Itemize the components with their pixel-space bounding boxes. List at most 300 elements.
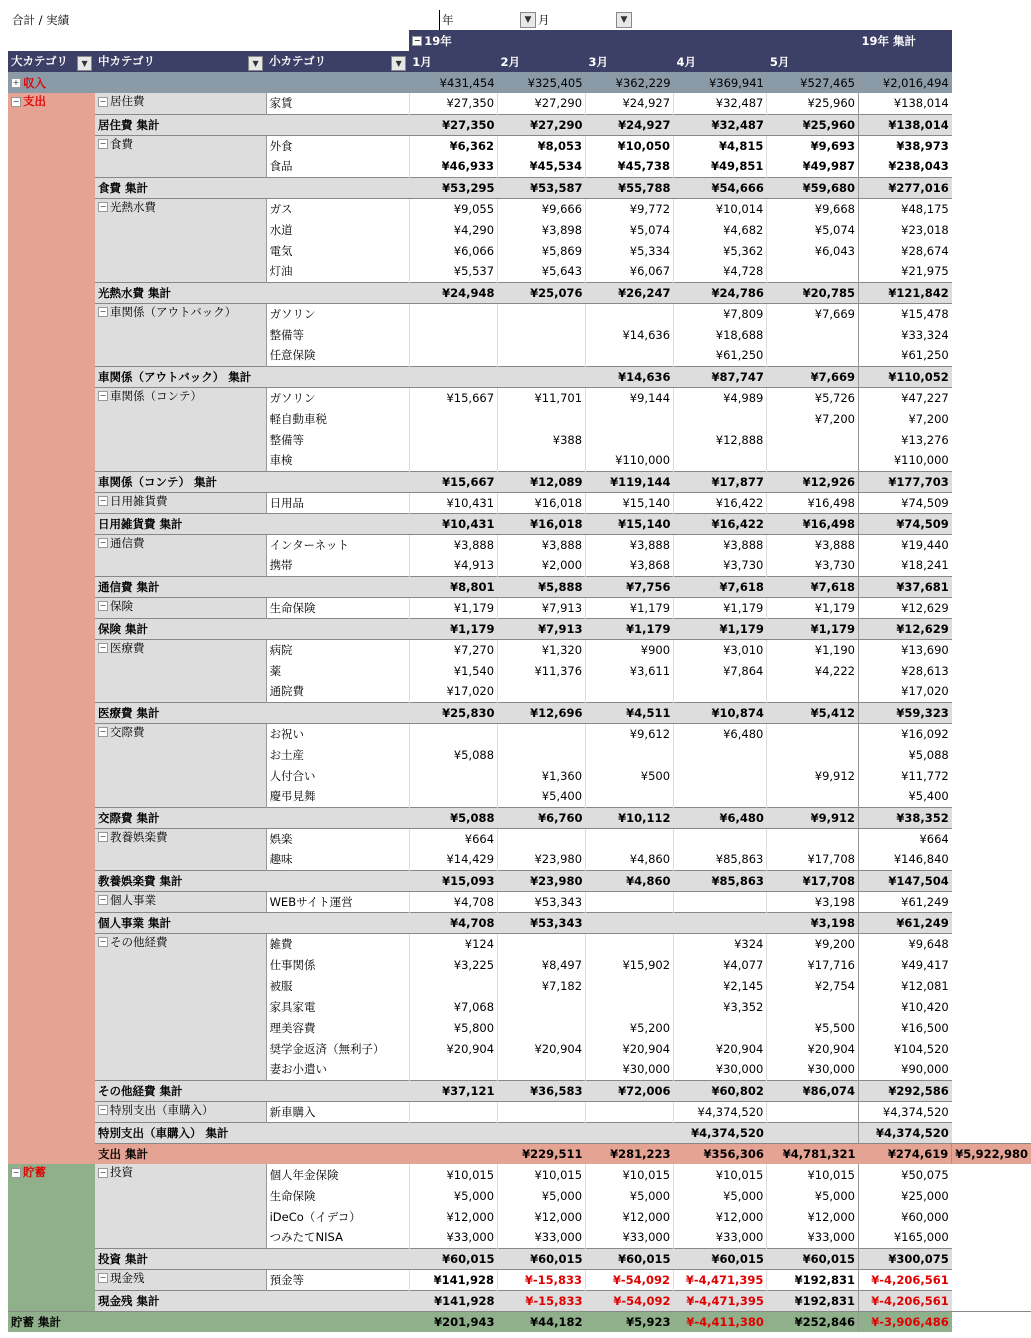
middle-category-cell[interactable] <box>95 303 266 366</box>
value-cell <box>674 744 767 765</box>
category-total-value: ¥281,223 <box>586 1143 674 1164</box>
minor-category-cell: 生命保険 <box>266 597 409 618</box>
minor-category-cell: 病院 <box>266 639 409 660</box>
value-cell: ¥7,200 <box>859 408 952 429</box>
value-cell: ¥85,863 <box>674 849 767 870</box>
category-income[interactable] <box>8 72 409 93</box>
table-row <box>8 1269 1031 1290</box>
value-cell <box>498 744 586 765</box>
middle-filter-icon[interactable]: ▼ <box>248 56 263 71</box>
table-row <box>8 534 1031 555</box>
value-cell <box>586 345 674 366</box>
subtotal-value: ¥-4,206,561 <box>859 1290 952 1311</box>
value-cell: ¥5,074 <box>586 219 674 240</box>
subtotal-value <box>409 1122 497 1143</box>
value-cell: ¥11,376 <box>498 660 586 681</box>
category-cell[interactable] <box>8 1164 95 1311</box>
value-cell: ¥28,674 <box>859 240 952 261</box>
value-cell: ¥27,350 <box>409 93 497 114</box>
value-cell: ¥3,888 <box>586 534 674 555</box>
value-cell: ¥33,000 <box>498 1227 586 1248</box>
middle-category-cell[interactable] <box>95 828 266 870</box>
subtotal-value: ¥5,888 <box>498 576 586 597</box>
middle-category-cell[interactable] <box>95 1101 266 1122</box>
value-cell: ¥664 <box>859 828 952 849</box>
subtotal-value: ¥10,112 <box>586 807 674 828</box>
minor-category-cell: 灯油 <box>266 261 409 282</box>
value-cell <box>586 408 674 429</box>
value-cell: ¥3,225 <box>409 954 497 975</box>
table-row <box>8 198 1031 219</box>
subtotal-label: 現金残 集計 <box>95 1290 409 1311</box>
table-row <box>8 1311 1031 1332</box>
table-row <box>8 492 1031 513</box>
table-row <box>8 1164 1031 1185</box>
value-cell: ¥20,904 <box>767 1038 859 1059</box>
subtotal-value: ¥60,015 <box>767 1248 859 1269</box>
collapse-icon[interactable]: − <box>99 391 107 400</box>
subtotal-label: 光熱水費 集計 <box>95 282 409 303</box>
value-cell: ¥5,800 <box>409 1017 497 1038</box>
expand-icon[interactable]: + <box>12 78 20 87</box>
minor-category-cell: お祝い <box>266 723 409 744</box>
value-cell: ¥3,730 <box>767 555 859 576</box>
minor-category-cell: ガス <box>266 198 409 219</box>
value-cell: ¥3,611 <box>586 660 674 681</box>
collapse-icon[interactable]: − <box>99 1105 107 1114</box>
value-cell <box>586 891 674 912</box>
subtotal-value: ¥141,928 <box>409 1290 497 1311</box>
month-header: 2月 <box>498 51 586 72</box>
collapse-icon[interactable]: − <box>99 202 107 211</box>
value-cell: ¥5,000 <box>409 1185 497 1206</box>
value-cell: ¥7,809 <box>674 303 767 324</box>
value-cell: ¥2,145 <box>674 975 767 996</box>
value-cell: ¥-4,206,561 <box>859 1269 952 1290</box>
minor-category-cell: 預金等 <box>266 1269 409 1290</box>
minor-category-cell: iDeCo（イデコ） <box>266 1206 409 1227</box>
table-row <box>8 513 1031 534</box>
subtotal-value: ¥54,666 <box>674 177 767 198</box>
collapse-icon[interactable]: − <box>99 496 107 505</box>
minor-category-cell: 食品 <box>266 156 409 177</box>
value-cell <box>586 786 674 807</box>
middle-category-label: 食費 <box>110 136 134 151</box>
value-cell <box>586 975 674 996</box>
value-cell: ¥10,015 <box>674 1164 767 1185</box>
value-cell <box>674 408 767 429</box>
value-cell: ¥30,000 <box>674 1059 767 1080</box>
subtotal-value: ¥53,343 <box>498 912 586 933</box>
collapse-icon[interactable]: − <box>99 1167 107 1177</box>
value-cell: ¥3,888 <box>498 534 586 555</box>
value-cell: ¥10,431 <box>409 492 497 513</box>
value-cell: ¥-15,833 <box>498 1269 586 1290</box>
value-cell: ¥12,000 <box>409 1206 497 1227</box>
minor-category-cell: 軽自動車税 <box>266 408 409 429</box>
value-cell: ¥4,077 <box>674 954 767 975</box>
value-cell: ¥14,429 <box>409 849 497 870</box>
middle-category-header[interactable]: 中カテゴリ ▼ <box>95 51 266 72</box>
table-row <box>8 576 1031 597</box>
value-cell: ¥1,360 <box>498 765 586 786</box>
subtotal-value: ¥87,747 <box>674 366 767 387</box>
subtotal-value: ¥55,788 <box>586 177 674 198</box>
subtotal-value: ¥7,756 <box>586 576 674 597</box>
category-total-value: ¥-4,411,380 <box>674 1311 767 1332</box>
subtotal-value: ¥7,618 <box>674 576 767 597</box>
collapse-icon[interactable]: − <box>413 36 421 45</box>
value-cell: ¥1,190 <box>767 639 859 660</box>
minor-category-header[interactable]: 小カテゴリ ▼ <box>266 51 409 72</box>
subtotal-value: ¥6,480 <box>674 807 767 828</box>
month-field-label: 月 <box>538 13 550 27</box>
value-cell: ¥5,088 <box>409 744 497 765</box>
category-total-value: ¥201,943 <box>409 1311 497 1332</box>
value-cell: ¥9,144 <box>586 387 674 408</box>
value-cell: ¥2,000 <box>498 555 586 576</box>
middle-category-label: 特別支出（車購入） <box>110 1102 214 1117</box>
value-cell <box>586 303 674 324</box>
value-cell: ¥7,200 <box>767 408 859 429</box>
value-cell: ¥9,055 <box>409 198 497 219</box>
subtotal-value: ¥8,801 <box>409 576 497 597</box>
subtotal-value: ¥1,179 <box>767 618 859 639</box>
table-row <box>8 702 1031 723</box>
value-cell: ¥10,015 <box>767 1164 859 1185</box>
value-cell: ¥38,973 <box>859 135 952 156</box>
minor-category-cell: 仕事関係 <box>266 954 409 975</box>
value-cell: ¥238,043 <box>859 156 952 177</box>
subtotal-value: ¥74,509 <box>859 513 952 534</box>
value-cell: ¥20,904 <box>409 1038 497 1059</box>
value-cell: ¥9,648 <box>859 933 952 954</box>
subtotal-value: ¥7,669 <box>767 366 859 387</box>
middle-category-label: 居住費 <box>110 94 145 108</box>
value-cell: ¥141,928 <box>409 1269 497 1290</box>
value-cell: ¥21,975 <box>859 261 952 282</box>
minor-category-cell: 娯楽 <box>266 828 409 849</box>
subtotal-label: 車関係（コンテ） 集計 <box>95 471 409 492</box>
collapse-icon[interactable]: − <box>99 643 107 652</box>
category-total-value: ¥5,923 <box>586 1311 674 1332</box>
subtotal-value: ¥24,927 <box>586 114 674 135</box>
value-cell <box>767 744 859 765</box>
subtotal-value: ¥12,696 <box>498 702 586 723</box>
middle-category-cell[interactable] <box>95 891 266 912</box>
value-cell: ¥104,520 <box>859 1038 952 1059</box>
value-cell: ¥10,015 <box>586 1164 674 1185</box>
middle-category-cell[interactable] <box>95 597 266 618</box>
middle-category-cell[interactable] <box>95 933 266 1080</box>
value-cell: ¥9,612 <box>586 723 674 744</box>
value-cell: ¥3,888 <box>409 534 497 555</box>
value-cell: ¥3,888 <box>674 534 767 555</box>
subtotal-label: 食費 集計 <box>95 177 409 198</box>
value-cell <box>586 1101 674 1122</box>
subtotal-value <box>767 1122 859 1143</box>
table-row <box>8 639 1031 660</box>
subtotal-value: ¥14,636 <box>586 366 674 387</box>
value-cell <box>767 681 859 702</box>
table-row <box>8 135 1031 156</box>
subtotal-label: 交際費 集計 <box>95 807 409 828</box>
subtotal-value: ¥12,926 <box>767 471 859 492</box>
value-cell: ¥900 <box>586 639 674 660</box>
value-cell <box>586 744 674 765</box>
value-cell: ¥17,020 <box>859 681 952 702</box>
subtotal-value: ¥12,089 <box>498 471 586 492</box>
value-cell: ¥18,241 <box>859 555 952 576</box>
minor-category-cell: 電気 <box>266 240 409 261</box>
value-cell: ¥1,320 <box>498 639 586 660</box>
value-cell: ¥4,815 <box>674 135 767 156</box>
minor-category-cell: つみたてNISA <box>266 1227 409 1248</box>
middle-category-label: 投資 <box>110 1165 134 1179</box>
subtotal-label: その他経費 集計 <box>95 1080 409 1101</box>
value-cell: ¥30,000 <box>767 1059 859 1080</box>
subtotal-value <box>498 366 586 387</box>
middle-category-cell[interactable] <box>95 93 266 114</box>
value-cell: ¥13,276 <box>859 429 952 450</box>
middle-category-cell[interactable] <box>95 492 266 513</box>
value-cell: ¥20,904 <box>674 1038 767 1059</box>
value-cell: ¥5,869 <box>498 240 586 261</box>
value-cell: ¥33,000 <box>409 1227 497 1248</box>
collapse-icon[interactable]: − <box>99 832 107 841</box>
value-cell: ¥500 <box>586 765 674 786</box>
value-cell: ¥165,000 <box>859 1227 952 1248</box>
category-total-value: ¥4,781,321 <box>767 1143 859 1164</box>
value-cell <box>409 345 497 366</box>
subtotal-value: ¥72,006 <box>586 1080 674 1101</box>
value-cell <box>409 324 497 345</box>
subtotal-value: ¥59,323 <box>859 702 952 723</box>
subtotal-label: 教養娯楽費 集計 <box>95 870 409 891</box>
column-field-area <box>439 10 1025 30</box>
category-label: 収入 <box>23 75 46 90</box>
value-cell <box>498 933 586 954</box>
minor-filter-icon[interactable]: ▼ <box>391 56 406 71</box>
subtotal-value: ¥-4,471,395 <box>674 1290 767 1311</box>
value-cell: ¥45,738 <box>586 156 674 177</box>
value-cell: ¥527,465 <box>767 72 859 93</box>
value-cell: ¥17,708 <box>767 849 859 870</box>
minor-category-cell: 通院費 <box>266 681 409 702</box>
subtotal-value: ¥25,960 <box>767 114 859 135</box>
value-cell: ¥388 <box>498 429 586 450</box>
value-cell: ¥4,374,520 <box>674 1101 767 1122</box>
table-row <box>8 303 1031 324</box>
subtotal-label: 車関係（アウトバック） 集計 <box>95 366 409 387</box>
subtotal-value: ¥110,052 <box>859 366 952 387</box>
value-cell: ¥5,088 <box>859 744 952 765</box>
value-cell <box>498 303 586 324</box>
value-cell: ¥124 <box>409 933 497 954</box>
value-cell: ¥19,440 <box>859 534 952 555</box>
collapse-icon[interactable]: − <box>99 139 107 148</box>
value-cell: ¥-54,092 <box>586 1269 674 1290</box>
minor-category-cell: WEBサイト運営 <box>266 891 409 912</box>
category-total-label: 貯蓄 集計 <box>8 1311 409 1332</box>
middle-category-label: 医療費 <box>110 640 145 655</box>
value-cell <box>409 786 497 807</box>
subtotal-value: ¥4,860 <box>586 870 674 891</box>
value-cell: ¥4,290 <box>409 219 497 240</box>
value-cell <box>586 933 674 954</box>
middle-category-cell[interactable] <box>95 639 266 702</box>
table-row <box>8 912 1031 933</box>
major-filter-icon[interactable]: ▼ <box>77 56 92 71</box>
minor-category-cell: 理美容費 <box>266 1017 409 1038</box>
table-row <box>8 114 1031 135</box>
minor-category-cell: 家賃 <box>266 93 409 114</box>
value-cell: ¥4,860 <box>586 849 674 870</box>
subtotal-value: ¥25,076 <box>498 282 586 303</box>
middle-category-cell[interactable] <box>95 135 266 177</box>
year-total-header: 19年 集計 <box>859 30 952 51</box>
collapse-icon[interactable]: − <box>12 1167 20 1177</box>
collapse-icon[interactable]: − <box>99 538 107 547</box>
subtotal-value: ¥61,249 <box>859 912 952 933</box>
value-cell: ¥33,000 <box>586 1227 674 1248</box>
table-row <box>8 471 1031 492</box>
value-cell <box>409 975 497 996</box>
table-row <box>8 282 1031 303</box>
subtotal-value <box>586 912 674 933</box>
value-cell: ¥10,015 <box>498 1164 586 1185</box>
subtotal-value: ¥53,587 <box>498 177 586 198</box>
subtotal-value: ¥192,831 <box>767 1290 859 1311</box>
value-cell: ¥25,000 <box>859 1185 952 1206</box>
minor-category-cell: ガソリン <box>266 387 409 408</box>
subtotal-value: ¥5,088 <box>409 807 497 828</box>
value-cell: ¥110,000 <box>586 450 674 471</box>
value-cell <box>767 429 859 450</box>
collapse-icon[interactable]: − <box>99 601 107 610</box>
subtotal-value: ¥6,760 <box>498 807 586 828</box>
value-cell: ¥7,270 <box>409 639 497 660</box>
major-category-header[interactable]: 大カテゴリ ▼ <box>8 51 95 72</box>
value-cell <box>586 429 674 450</box>
value-cell: ¥7,669 <box>767 303 859 324</box>
collapse-icon[interactable]: − <box>99 937 107 946</box>
value-cell: ¥10,014 <box>674 198 767 219</box>
value-cell: ¥1,179 <box>674 597 767 618</box>
table-row <box>8 933 1031 954</box>
value-cell: ¥23,018 <box>859 219 952 240</box>
collapse-icon[interactable]: − <box>99 96 107 106</box>
subtotal-value <box>409 366 497 387</box>
value-cell: ¥17,020 <box>409 681 497 702</box>
value-cell: ¥9,693 <box>767 135 859 156</box>
value-cell: ¥325,405 <box>498 72 586 93</box>
minor-category-cell: お土産 <box>266 744 409 765</box>
year-filter-icon[interactable]: ▼ <box>520 12 536 28</box>
subtotal-value: ¥25,830 <box>409 702 497 723</box>
subtotal-value: ¥4,374,520 <box>674 1122 767 1143</box>
middle-category-cell[interactable] <box>95 198 266 282</box>
subtotal-value: ¥7,913 <box>498 618 586 639</box>
value-cell: ¥12,888 <box>674 429 767 450</box>
subtotal-label: 居住費 集計 <box>95 114 409 135</box>
year-group-header[interactable]: − 19年 <box>409 30 858 51</box>
value-cell <box>586 996 674 1017</box>
collapse-icon[interactable]: − <box>99 895 107 904</box>
collapse-icon[interactable]: − <box>99 307 107 316</box>
value-cell: ¥15,478 <box>859 303 952 324</box>
category-total-value: ¥5,922,980 <box>952 1143 1031 1164</box>
minor-category-cell: 新車購入 <box>266 1101 409 1122</box>
value-cell: ¥53,343 <box>498 891 586 912</box>
value-cell: ¥49,417 <box>859 954 952 975</box>
month-filter-icon[interactable]: ▼ <box>616 12 632 28</box>
value-cell <box>498 1017 586 1038</box>
minor-category-cell: ガソリン <box>266 303 409 324</box>
subtotal-value: ¥138,014 <box>859 114 952 135</box>
subtotal-value: ¥20,785 <box>767 282 859 303</box>
minor-category-cell: 水道 <box>266 219 409 240</box>
subtotal-value: ¥4,511 <box>586 702 674 723</box>
middle-category-cell[interactable] <box>95 1164 266 1248</box>
value-cell: ¥9,668 <box>767 198 859 219</box>
category-cell[interactable] <box>8 93 95 1164</box>
subtotal-value: ¥7,618 <box>767 576 859 597</box>
middle-category-cell[interactable] <box>95 723 266 807</box>
middle-category-cell[interactable] <box>95 534 266 576</box>
category-total-value: ¥44,182 <box>498 1311 586 1332</box>
subtotal-value: ¥32,487 <box>674 114 767 135</box>
value-cell: ¥5,000 <box>767 1185 859 1206</box>
value-cell: ¥30,000 <box>586 1059 674 1080</box>
subtotal-value: ¥36,583 <box>498 1080 586 1101</box>
value-cell: ¥5,000 <box>498 1185 586 1206</box>
collapse-icon[interactable]: − <box>12 96 20 106</box>
collapse-icon[interactable]: − <box>99 727 107 736</box>
category-total-value: ¥274,619 <box>859 1143 952 1164</box>
value-cell: ¥2,016,494 <box>859 72 952 93</box>
value-cell: ¥6,362 <box>409 135 497 156</box>
value-cell: ¥5,362 <box>674 240 767 261</box>
table-row <box>8 1101 1031 1122</box>
value-cell: ¥1,179 <box>586 597 674 618</box>
subtotal-value: ¥277,016 <box>859 177 952 198</box>
value-cell: ¥49,851 <box>674 156 767 177</box>
value-cell: ¥23,980 <box>498 849 586 870</box>
value-cell: ¥11,772 <box>859 765 952 786</box>
middle-category-label: 教養娯楽費 <box>110 829 168 844</box>
collapse-icon[interactable]: − <box>99 1273 107 1282</box>
table-row <box>8 72 1031 93</box>
month-header: 1月 <box>409 51 497 72</box>
value-cell: ¥1,179 <box>767 597 859 618</box>
minor-category-cell: 被服 <box>266 975 409 996</box>
subtotal-value: ¥1,179 <box>586 618 674 639</box>
subtotal-value: ¥16,498 <box>767 513 859 534</box>
value-cell: ¥16,500 <box>859 1017 952 1038</box>
value-cell <box>767 345 859 366</box>
value-cell: ¥3,898 <box>498 219 586 240</box>
middle-category-cell[interactable] <box>95 387 266 471</box>
subtotal-value: ¥9,912 <box>767 807 859 828</box>
value-cell: ¥5,200 <box>586 1017 674 1038</box>
value-cell <box>409 1059 497 1080</box>
middle-category-cell[interactable] <box>95 1269 266 1290</box>
table-row <box>8 177 1031 198</box>
value-cell: ¥20,904 <box>586 1038 674 1059</box>
value-cell: ¥362,229 <box>586 72 674 93</box>
middle-category-label: 交際費 <box>110 724 145 739</box>
